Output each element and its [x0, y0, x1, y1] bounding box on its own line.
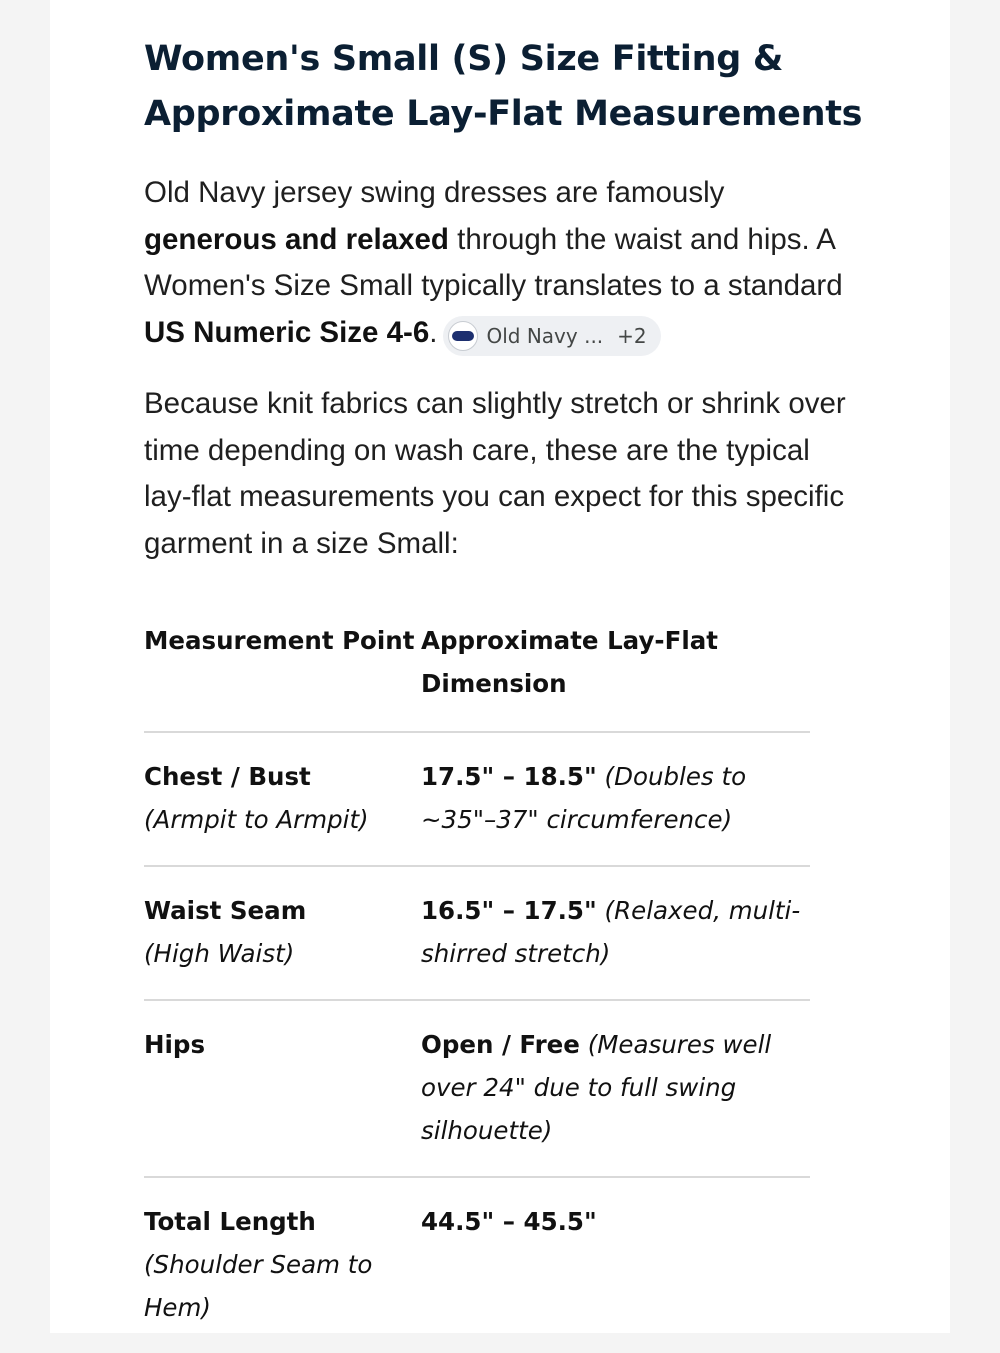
row-value-note: (Relaxed, multi-shirred stretch): [421, 896, 801, 968]
answer-content: [144, 32, 864, 1353]
heading-line-1: Women's Small (S) Size Fitting &: [144, 39, 784, 79]
intro-paragraph: [144, 170, 849, 356]
source-chip-more-count: +2: [617, 323, 647, 348]
row-value: 16.5" – 17.5": [421, 896, 597, 925]
table-header-row: [144, 619, 810, 732]
table-cell-point: [144, 732, 421, 866]
row-point-label: Hips: [144, 1030, 206, 1059]
response-panel: [50, 0, 950, 1333]
table-row: [144, 1000, 810, 1177]
intro-text-2: through the waist and hips. A Women's Size Small typically translates to a standard: [144, 222, 843, 302]
table-cell-value: [421, 732, 810, 866]
table-row: [144, 1177, 810, 1353]
table-row: [144, 866, 810, 1000]
intro-bold-1: generous and relaxed: [144, 222, 449, 256]
row-value: Open / Free: [421, 1030, 580, 1059]
table-cell-value: [421, 1177, 810, 1353]
row-point-note: (High Waist): [144, 939, 295, 968]
row-point-label: Total Length: [144, 1207, 316, 1236]
old-navy-logo-icon: [448, 321, 478, 351]
row-point-label: Chest / Bust: [144, 762, 311, 791]
measurements-table: [144, 619, 810, 1353]
intro-text-3: .: [429, 315, 438, 349]
table-cell-value: [421, 1000, 810, 1177]
table-cell-value: [421, 866, 810, 1000]
table-header-dimension: Approximate Lay-Flat Dimension: [421, 619, 810, 732]
table-row: [144, 732, 810, 866]
table-cell-point: [144, 1000, 421, 1177]
table-cell-point: [144, 866, 421, 1000]
row-point-note: (Shoulder Seam to Hem): [144, 1250, 373, 1322]
row-value-note: (Doubles to ~35"–37" circumference): [421, 762, 747, 834]
intro-text-1: Old Navy jersey swing dresses are famously: [144, 176, 725, 209]
table-header-measurement-point: Measurement Point: [144, 619, 421, 732]
row-value-note: (Measures well over 24" due to full swing silhouette): [421, 1030, 772, 1145]
section-heading: [144, 32, 864, 142]
intro-bold-2: US Numeric Size 4-6: [144, 315, 430, 349]
row-value: 17.5" – 18.5": [421, 762, 597, 791]
measurements-paragraph: Because knit fabrics can slightly stretch or shrink over time depending on wash care, these are the typical lay-flat measurements you can expect for this specific garment in a size Small:: [144, 387, 846, 560]
source-chip[interactable]: [443, 316, 660, 356]
table-cell-point: [144, 1177, 421, 1353]
row-point-label: Waist Seam: [144, 896, 307, 925]
heading-line-2: Approximate Lay-Flat Measurements: [144, 94, 863, 134]
row-value: 44.5" – 45.5": [421, 1207, 597, 1236]
row-point-note: (Armpit to Armpit): [144, 805, 369, 834]
source-chip-label: Old Navy ...: [486, 323, 604, 348]
